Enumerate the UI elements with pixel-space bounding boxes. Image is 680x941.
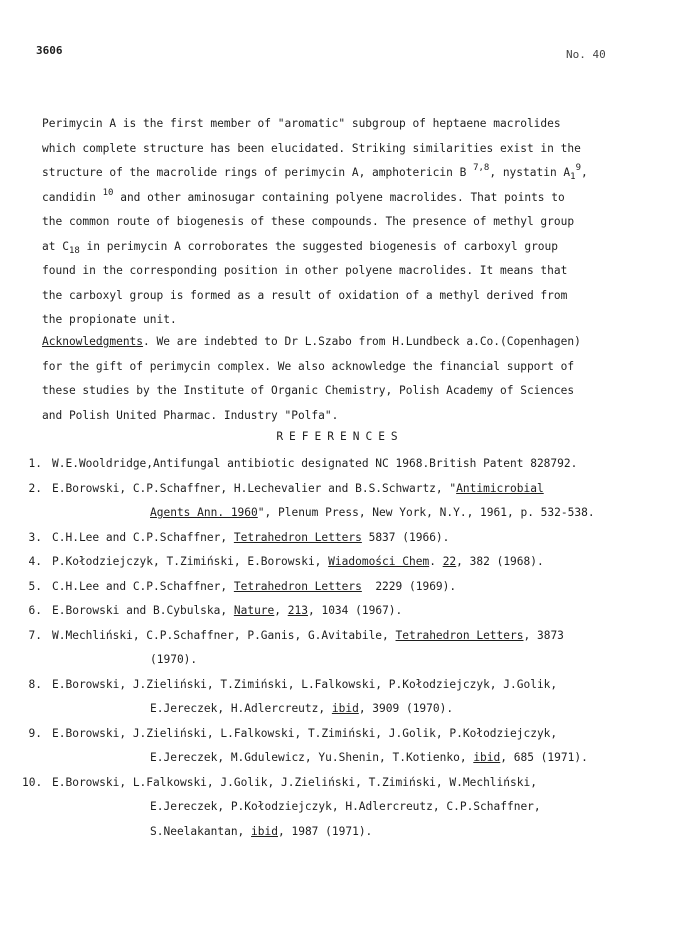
text-fragment: . We are indebted to Dr L.Szabo from H.Lundbeck a.Co.(Copenhagen) — [143, 335, 581, 348]
reference-item — [0, 575, 680, 600]
source-title: Tetrahedron Letters — [395, 628, 524, 642]
source-title: Antimicrobial — [456, 481, 544, 495]
reference-number: 9. — [28, 726, 42, 740]
citation-superscript: 10 — [102, 187, 114, 198]
source-title: Wiadomości Chem — [328, 555, 430, 568]
reference-text: C.H.Lee and C.P.Schaffner, Tetrahedron Letters 5837 (1966). — [52, 530, 450, 544]
text-fragment: and other aminosugar containing polyene macrolides. That points to — [113, 190, 565, 204]
acknowledgments-paragraph — [42, 330, 642, 428]
source-title: Tetrahedron Letters — [233, 579, 362, 593]
reference-number: 6. — [28, 604, 42, 617]
citation-superscript: 9 — [575, 163, 582, 173]
text-fragment: , — [581, 166, 588, 179]
reference-text: W.Mechliński, C.P.Schaffner, P.Ganis, G.Avitabile, Tetrahedron Letters, 3873 — [52, 628, 564, 642]
reference-text-continued: S.Neelakantan, ibid, 1987 (1971). — [150, 824, 373, 838]
reference-item — [0, 550, 680, 575]
source-title: ibid — [473, 751, 501, 764]
subscript: 1 — [570, 172, 576, 182]
reference-number: 10. — [22, 775, 43, 789]
text-line: the propionate unit. — [42, 313, 177, 326]
text-line: found in the corresponding position in other polyene macrolides. It means that — [42, 264, 568, 277]
reference-text-continued: (1970). — [150, 653, 198, 666]
text-line: structure of the macrolide rings of perimycin A, amphotericin B — [42, 166, 474, 179]
reference-text: E.Borowski and B.Cybulska, Nature, 213, 1034 (1967). — [52, 604, 403, 617]
issue-number: No. 40 — [566, 48, 606, 61]
text-line: these studies by the Institute of Organic Chemistry, Polish Academy of Sciences — [42, 384, 575, 397]
reference-number: 8. — [28, 677, 42, 691]
reference-text: E.Borowski, J.Zieliński, T.Zimiński, L.Falkowski, P.Kołodziejczyk, J.Golik, — [52, 677, 558, 691]
text-line: Perimycin A is the first member of "aromatic" subgroup of heptaene macrolides — [42, 117, 561, 130]
source-title: Tetrahedron Letters — [233, 530, 362, 544]
reference-text: E.Borowski, L.Falkowski, J.Golik, J.Zieliński, T.Zimiński, W.Mechliński, — [52, 775, 537, 789]
reference-number: 7. — [28, 628, 42, 642]
text-line: candidin — [42, 190, 103, 204]
text-line: which complete structure has been elucidated. Striking similarities exist in the — [42, 141, 581, 155]
reference-text-continued: E.Jereczek, H.Adlercreutz, ibid, 3909 (1970). — [150, 702, 454, 715]
reference-text: E.Borowski, C.P.Schaffner, H.Lechevalier and B.S.Schwartz, "Antimicrobial — [52, 481, 544, 495]
reference-item — [0, 452, 680, 477]
main-paragraph — [42, 112, 642, 333]
reference-text: E.Borowski, J.Zieliński, L.Falkowski, T.Zimiński, J.Golik, P.Kołodziejczyk, — [52, 726, 558, 740]
reference-number: 4. — [28, 555, 42, 568]
reference-item — [0, 526, 680, 551]
text-fragment: , nystatin A — [489, 166, 571, 179]
reference-text: W.E.Wooldridge,Antifungal antibiotic designated NC 1968.British Patent 828792. — [52, 457, 578, 470]
reference-item — [0, 624, 680, 673]
volume-number: 22 — [442, 555, 457, 568]
reference-number: 1. — [28, 457, 42, 470]
citation-superscript: 7,8 — [473, 163, 490, 173]
text-line: at C — [42, 239, 69, 253]
source-title: Nature — [233, 604, 275, 617]
reference-text-continued: E.Jereczek, M.Gdulewicz, Yu.Shenin, T.Kotienko, ibid, 685 (1971). — [150, 751, 588, 764]
reference-number: 5. — [28, 579, 42, 593]
source-title: Agents Ann. 1960 — [150, 506, 258, 519]
subscript: 18 — [68, 245, 80, 256]
reference-number: 3. — [28, 530, 42, 544]
volume-number: 213 — [287, 604, 308, 617]
text-line: the common route of biogenesis of these compounds. The presence of methyl group — [42, 215, 575, 228]
reference-item — [0, 771, 680, 845]
text-line: the carboxyl group is formed as a result of oxidation of a methyl derived from — [42, 288, 568, 302]
reference-item — [0, 722, 680, 771]
text-line: for the gift of perimycin complex. We also acknowledge the financial support of — [42, 359, 575, 373]
source-title: ibid — [331, 702, 359, 715]
reference-item — [0, 477, 680, 526]
text-fragment: in perimycin A corroborates the suggested biogenesis of carboxyl group — [79, 239, 559, 253]
reference-text: C.H.Lee and C.P.Schaffner, Tetrahedron Letters 2229 (1969). — [52, 579, 457, 593]
text-line: and Polish United Pharmac. Industry "Polfa". — [42, 408, 339, 422]
acknowledgments-heading: Acknowledgments — [42, 335, 144, 348]
page-number: 3606 — [36, 44, 63, 57]
source-title: ibid — [251, 824, 278, 838]
reference-item — [0, 599, 680, 624]
reference-item — [0, 673, 680, 722]
references-list — [0, 452, 680, 844]
reference-text: P.Kołodziejczyk, T.Zimiński, E.Borowski, Wiadomości Chem. 22, 382 (1968). — [52, 555, 544, 568]
reference-text-continued: E.Jereczek, P.Kołodziejczyk, H.Adlercreutz, C.P.Schaffner, — [150, 800, 541, 813]
references-heading: REFERENCES — [276, 430, 404, 443]
reference-text-continued: Agents Ann. 1960", Plenum Press, New York, N.Y., 1961, p. 532-538. — [150, 506, 595, 519]
reference-number: 2. — [28, 481, 42, 495]
